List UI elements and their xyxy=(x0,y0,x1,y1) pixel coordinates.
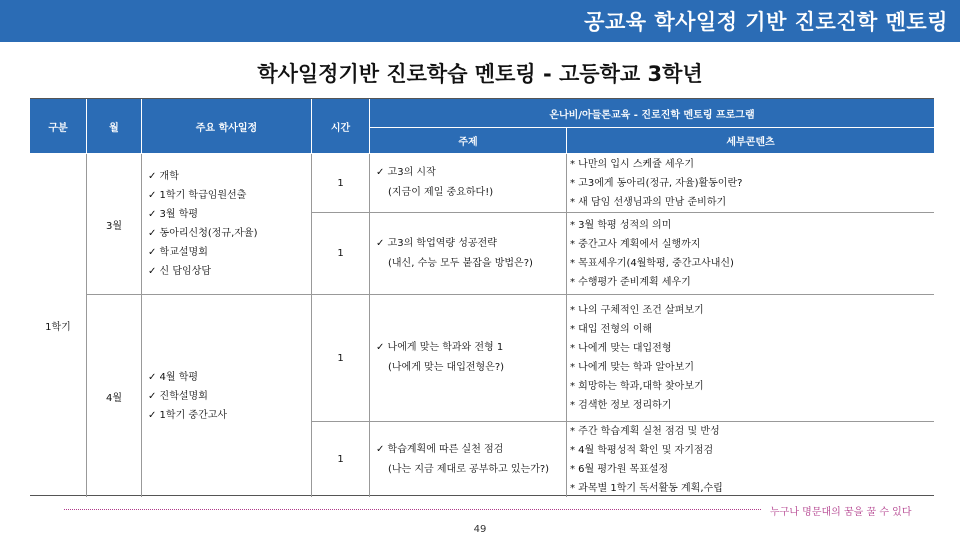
topic-block xyxy=(370,338,504,378)
topic-cell xyxy=(370,422,567,497)
detail-item: * 과목별 1학기 독서활동 계획,수립 xyxy=(570,482,723,494)
detail-item: * 주간 학습계획 실천 점검 및 반성 xyxy=(570,425,720,437)
schedule-item: ✓ 3월 학평 xyxy=(148,209,199,220)
topic-title: ✓ 학습계획에 따른 실천 점검 xyxy=(376,443,504,455)
page-number: 49 xyxy=(473,524,487,535)
topic-subtitle: (내신, 수능 모두 붙잡을 방법은?) xyxy=(388,257,533,269)
semester-label: 1학기 xyxy=(45,322,71,333)
time-value: 1 xyxy=(337,352,344,364)
schedule-list xyxy=(142,167,257,281)
topic-cell xyxy=(370,295,567,422)
header-detail: 세부콘텐츠 xyxy=(567,128,934,154)
detail-item: * 수행평가 준비계획 세우기 xyxy=(570,276,691,288)
time-value: 1 xyxy=(337,248,344,259)
header-division: 구분 xyxy=(30,99,87,154)
schedule-item: ✓ 1학기 중간고사 xyxy=(148,409,228,421)
top-banner xyxy=(0,0,960,42)
schedule-table xyxy=(30,98,934,496)
detail-list xyxy=(567,213,734,294)
topic-title: ✓ 나에게 맞는 학과와 전형 1 xyxy=(376,342,504,353)
schedule-item: ✓ 4월 학평 xyxy=(148,371,199,383)
header-topic: 주제 xyxy=(370,128,567,154)
detail-item: * 새 담임 선생님과의 만남 준비하기 xyxy=(570,196,727,208)
detail-cell xyxy=(567,295,934,422)
topic-title: ✓ 고3의 학업역량 성공전략 xyxy=(376,237,497,249)
schedule-item: ✓ 진학설명회 xyxy=(148,390,208,402)
topic-subtitle: (나에게 맞는 대입전형은?) xyxy=(388,362,505,373)
detail-item: * 4월 학평성적 확인 및 자기점검 xyxy=(570,444,714,456)
topic-subtitle: (나는 지금 제대로 공부하고 있는가?) xyxy=(388,463,550,475)
detail-item: * 나만의 입시 스케쥴 세우기 xyxy=(570,158,694,170)
time-value: 1 xyxy=(337,177,344,189)
banner-title: 공교육 학사일정 기반 진로진학 멘토링 xyxy=(584,10,948,34)
footer-divider xyxy=(64,509,761,510)
detail-list xyxy=(567,422,723,497)
schedule-item: ✓ 신 담임상담 xyxy=(148,266,212,277)
detail-item: * 대입 전형의 이해 xyxy=(570,324,653,335)
header-program: 온나비/아들론교육 - 진로진학 멘토링 프로그램 xyxy=(370,99,934,128)
detail-cell xyxy=(567,422,934,497)
topic-block xyxy=(370,234,533,274)
detail-item: * 나의 구체적인 조건 살펴보기 xyxy=(570,305,704,316)
detail-cell xyxy=(567,154,934,213)
topic-cell xyxy=(370,154,567,213)
page-title: 학사일정기반 진로학습 멘토링 - 고등학교 3학년 xyxy=(257,62,703,86)
detail-list xyxy=(567,154,742,212)
detail-item: * 나에게 맞는 학과 알아보기 xyxy=(570,362,694,373)
month-cell-march xyxy=(87,154,142,295)
detail-item: * 목표세우기(4월학평, 중간고사내신) xyxy=(570,257,734,269)
schedule-item: ✓ 개학 xyxy=(148,171,179,182)
detail-item: * 희망하는 학과,대학 찾아보기 xyxy=(570,381,704,392)
time-cell xyxy=(312,213,370,295)
detail-item: * 검색한 정보 정리하기 xyxy=(570,400,672,411)
detail-item: * 6월 평가원 목표설정 xyxy=(570,463,669,475)
time-value: 1 xyxy=(337,454,344,465)
detail-item: * 나에게 맞는 대입전형 xyxy=(570,343,672,354)
schedule-cell-april xyxy=(142,295,312,497)
header-schedule: 주요 학사일정 xyxy=(142,99,312,154)
schedule-item: ✓ 1학기 학급임원선출 xyxy=(148,190,247,201)
month-label: 3월 xyxy=(105,220,123,232)
month-label: 4월 xyxy=(105,392,123,404)
time-cell xyxy=(312,295,370,422)
detail-list xyxy=(567,295,704,421)
topic-title: ✓ 고3의 시작 xyxy=(376,167,436,178)
time-cell xyxy=(312,422,370,497)
schedule-item: ✓ 학교설명회 xyxy=(148,247,208,258)
schedule-item: ✓ 동아리신청(정규,자율) xyxy=(148,228,258,239)
semester-cell xyxy=(30,154,87,497)
time-cell xyxy=(312,154,370,213)
topic-subtitle: (지금이 제일 중요하다!) xyxy=(388,187,494,198)
topic-block xyxy=(370,440,549,480)
month-cell-april xyxy=(87,295,142,497)
footer-slogan: 누구나 명문대의 꿈을 꿀 수 있다 xyxy=(770,507,912,518)
header-time: 시간 xyxy=(312,99,370,154)
detail-item: * 고3에게 동아리(정규, 자율)활동이란? xyxy=(570,177,743,189)
header-month: 월 xyxy=(87,99,142,154)
topic-block xyxy=(370,163,493,203)
schedule-cell-march xyxy=(142,154,312,295)
topic-cell xyxy=(370,213,567,295)
detail-item: * 3월 학평 성적의 의미 xyxy=(570,219,672,231)
detail-cell xyxy=(567,213,934,295)
schedule-list xyxy=(142,368,227,425)
detail-item: * 중간고사 계획에서 실행까지 xyxy=(570,238,701,250)
